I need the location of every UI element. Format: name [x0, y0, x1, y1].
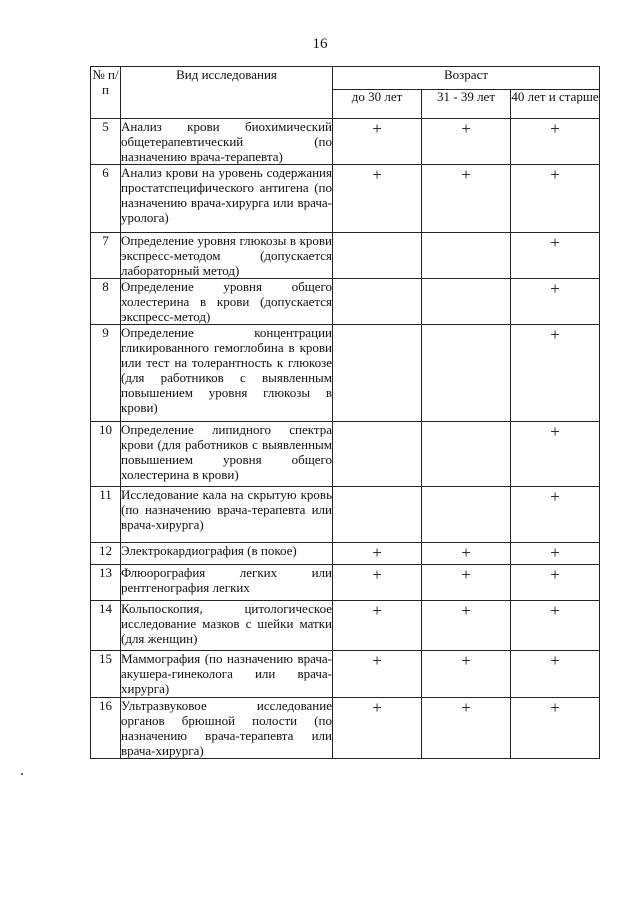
age-group-mark	[333, 279, 422, 325]
row-number: 15	[91, 651, 121, 698]
table-body	[91, 119, 600, 759]
examination-table	[90, 66, 600, 759]
age-group-mark	[422, 279, 511, 325]
row-number: 14	[91, 601, 121, 651]
age-group-mark: +	[511, 543, 600, 565]
exam-description: Анализ крови биохимический общетерапевтический (по назначению врача-терапевта)	[121, 119, 332, 164]
header-num: № п/п	[91, 67, 121, 119]
table-row	[91, 487, 600, 543]
table-row	[91, 698, 600, 759]
row-number: 5	[91, 119, 121, 165]
row-number: 8	[91, 279, 121, 325]
exam-description: Определение липидного спектра крови (для работников с выявленным повышением уровня общего холестерина в крови)	[121, 422, 333, 487]
header-age-group: до 30 лет	[333, 90, 422, 119]
age-group-mark: +	[511, 565, 600, 601]
age-group-mark: +	[511, 487, 600, 543]
header-age-group: 31 - 39 лет	[422, 90, 511, 119]
exam-description: Кольпоскопия, цитологическое исследование мазков с шейки матки (для женщин)	[121, 601, 333, 651]
age-group-mark: +	[511, 233, 600, 279]
table-row	[91, 325, 600, 422]
table-row	[91, 651, 600, 698]
age-group-mark: +	[511, 601, 600, 651]
age-group-mark: +	[333, 698, 422, 759]
age-group-mark: +	[422, 651, 511, 698]
table-row	[91, 565, 600, 601]
age-group-mark: +	[511, 165, 600, 233]
age-group-mark: +	[511, 651, 600, 698]
row-number: 10	[91, 422, 121, 487]
row-number: 12	[91, 543, 121, 565]
age-group-mark: +	[511, 325, 600, 422]
age-group-mark	[422, 325, 511, 422]
age-group-mark: +	[422, 543, 511, 565]
table-row	[91, 543, 600, 565]
table-row	[91, 119, 600, 165]
exam-description: Анализ крови на уровень содержания простатспецифического антигена (по назначению врача-хирурга или врача-уролога)	[121, 165, 333, 233]
age-group-mark: +	[422, 165, 511, 233]
row-number: 13	[91, 565, 121, 601]
age-group-mark: +	[511, 422, 600, 487]
table-row	[91, 165, 600, 233]
exam-description: Определение уровня глюкозы в крови экспресс-методом (допускается лабораторный метод)	[121, 233, 332, 278]
age-group-mark: +	[333, 601, 422, 651]
row-number: 7	[91, 233, 121, 279]
scan-speck	[21, 773, 23, 775]
exam-description: Определение концентрации гликированного гемоглобина в крови или тест на толерантность к глюкозе (для работников с выявленным повышением уровня глюкозы в крови)	[121, 325, 333, 422]
age-group-mark: +	[422, 601, 511, 651]
age-group-mark	[333, 487, 422, 543]
row-number: 6	[91, 165, 121, 233]
age-group-mark	[333, 233, 422, 279]
exam-description: Ультразвуковое исследование органов брюшной полости (по назначению врача-терапевта или врача-хирурга)	[121, 698, 332, 758]
age-group-mark: +	[333, 565, 422, 601]
exam-description: Определение уровня общего холестерина в крови (допускается экспресс-метод)	[121, 279, 332, 324]
age-group-mark	[422, 487, 511, 543]
page-number: 16	[312, 36, 328, 52]
exam-description: Маммография (по назначению врача-акушера-гинеколога или врача-хирурга)	[121, 651, 332, 696]
header-age-group: 40 лет и старше	[511, 90, 600, 119]
age-group-mark: +	[422, 119, 511, 165]
age-group-mark: +	[511, 119, 600, 165]
table-row	[91, 601, 600, 651]
age-group-mark: +	[333, 165, 422, 233]
exam-description: Флюорография легких или рентгенография легких	[121, 565, 333, 601]
row-number: 11	[91, 487, 121, 543]
header-exam-type: Вид исследования	[121, 67, 333, 119]
age-group-mark	[333, 422, 422, 487]
age-group-mark	[422, 233, 511, 279]
header-row-top	[91, 67, 600, 90]
age-group-mark: +	[511, 279, 600, 325]
age-group-mark	[333, 325, 422, 422]
row-number: 9	[91, 325, 121, 422]
row-number: 16	[91, 698, 121, 759]
exam-description: Электрокардиография (в покое)	[121, 543, 333, 565]
age-group-mark: +	[333, 651, 422, 698]
age-group-mark: +	[333, 119, 422, 165]
age-group-mark: +	[511, 698, 600, 759]
table-row	[91, 422, 600, 487]
age-group-mark: +	[422, 565, 511, 601]
exam-description: Исследование кала на скрытую кровь (по назначению врача-терапевта или врача-хирурга)	[121, 487, 333, 543]
table-row	[91, 279, 600, 325]
header-age: Возраст	[333, 67, 600, 90]
table-row	[91, 233, 600, 279]
age-group-mark	[422, 422, 511, 487]
age-group-mark: +	[333, 543, 422, 565]
age-group-mark: +	[422, 698, 511, 759]
